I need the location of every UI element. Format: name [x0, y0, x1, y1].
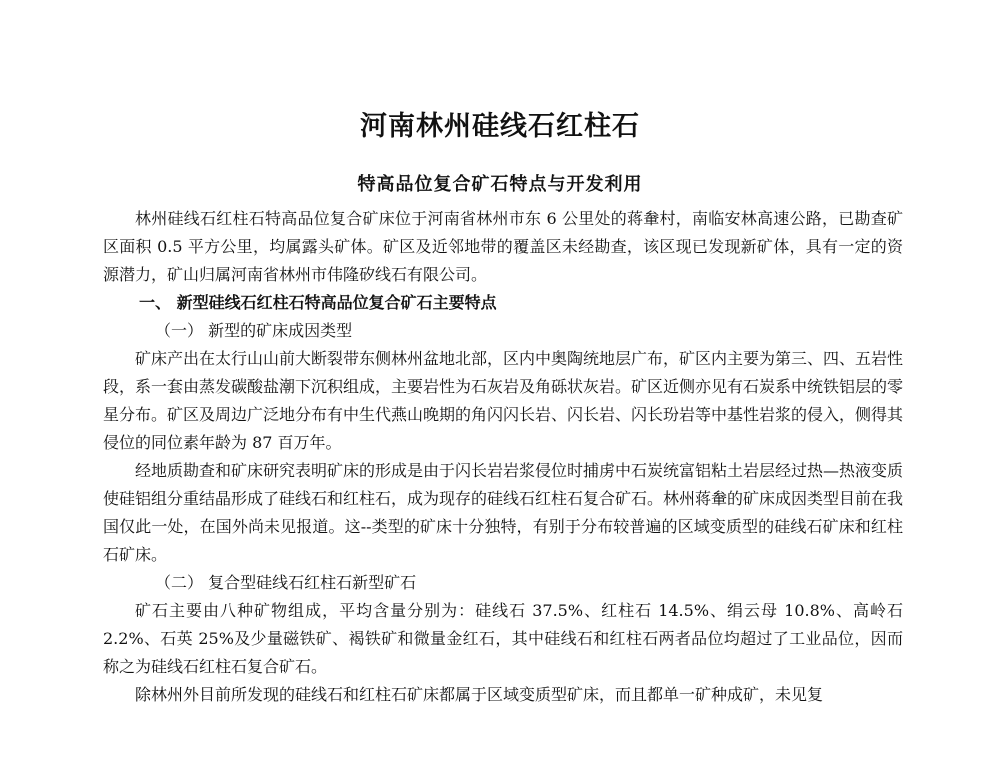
document-subtitle: 特高品位复合矿石特点与开发利用	[357, 174, 643, 195]
paragraph-mineralogy: 矿石主要由八种矿物组成，平均含量分别为：硅线石 37.5%、红柱石 14.5%、绢云母 10.8%、高岭石 2.2%、石英 25%及少量磁铁矿、褐铁矿和微量金红石，其中硅线石和红柱石两者品位均超过了工业品位，因而称之为硅线石红柱石复合矿石。	[103, 601, 903, 676]
paragraph-comparison: 除林州外目前所发现的硅线石和红柱石矿床都属于区域变质型矿床，而且都单一矿种成矿，未见复	[135, 685, 824, 704]
section-heading-1: 一、 新型硅线石红柱石特高品位复合矿石主要特点	[139, 293, 497, 312]
subsection-heading-2: （二） 复合型硅线石红柱石新型矿石	[155, 573, 417, 592]
paragraph-geology: 矿床产出在太行山山前大断裂带东侧林州盆地北部，区内中奥陶统地层广布，矿区内主要为第三、四、五岩性段，系一套由蒸发碳酸盐潮下沉积组成，主要岩性为石灰岩及角砾状灰岩。矿区近侧亦见有石炭系中统铁铝层的零星分布。矿区及周边广泛地分布有中生代燕山晚期的角闪闪长岩、闪长岩、闪长玢岩等中基性岩浆的侵入，侧得其侵位的同位素年龄为 87 百万年。	[103, 349, 904, 452]
paragraph-intro: 林州硅线石红柱石特高品位复合矿床位于河南省林州市东 6 公里处的蒋軬村，南临安林高速公路，已勘查矿区面积 0.5 平方公里，均属露头矿体。矿区及近邻地带的覆盖区未经勘查，该区现已发现新矿体，具有一定的资源潜力，矿山归属河南省林州市伟隆矽线石有限公司。	[103, 209, 903, 284]
document-body	[103, 205, 903, 709]
subsection-heading-1: （一） 新型的矿床成因类型	[155, 321, 353, 340]
paragraph-genesis: 经地质勘查和矿床研究表明矿床的形成是由于闪长岩岩浆侵位时捕虏中石炭统富铝粘土岩层经过热—热液变质使硅铝组分重结晶形成了硅线石和红柱石，成为现存的硅线石红柱石复合矿石。林州蒋軬的矿床成因类型目前在我国仅此一处，在国外尚未见报道。这--类型的矿床十分独特，有别于分布较普遍的区域变质型的硅线石矿床和红柱石矿床。	[103, 461, 904, 564]
document-title: 河南林州硅线石红柱石	[360, 111, 640, 142]
